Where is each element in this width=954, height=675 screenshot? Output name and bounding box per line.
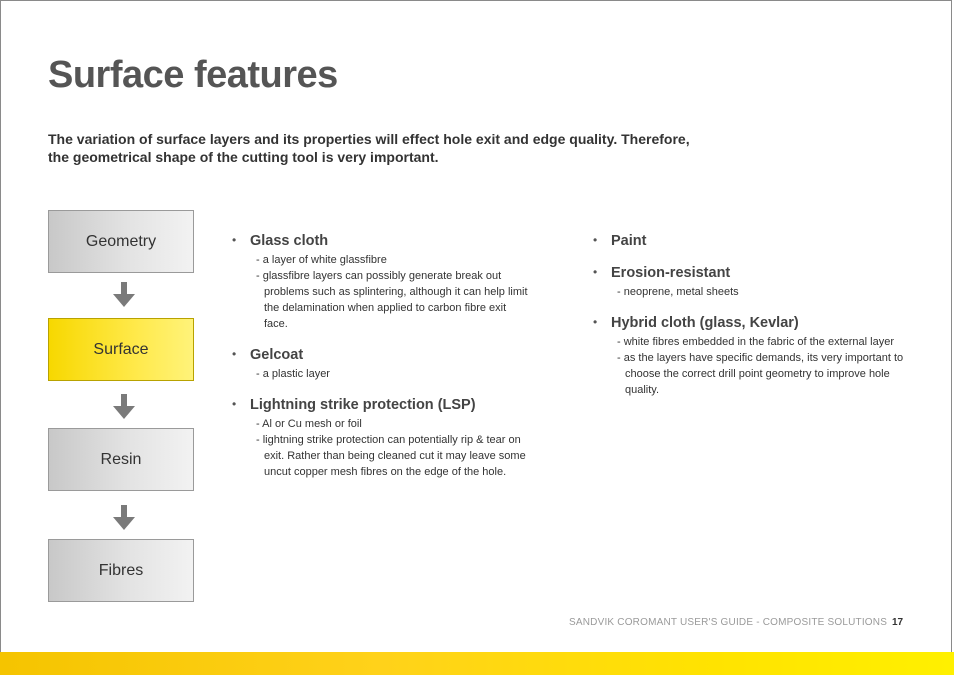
bullet-icon: • <box>232 397 237 411</box>
item-heading: Hybrid cloth (glass, Kevlar) <box>611 315 799 331</box>
flow-step-surface: Surface <box>48 318 194 381</box>
bullet-icon: • <box>232 233 237 247</box>
item-detail: - as the layers have specific demands, its very important to choose the correct drill point geometry to improve hole quality. <box>617 352 904 396</box>
page-title: Surface features <box>48 54 338 96</box>
item-detail: - lightning strike protection can potentially rip & tear on exit. Rather than being cleaned cut it may leave some uncut copper mesh fibres on the edge of the hole. <box>256 434 526 478</box>
footer-guide-title: SANDVIK COROMANT USER'S GUIDE - COMPOSITE SOLUTIONS <box>569 617 888 628</box>
list-item <box>593 314 913 398</box>
item-detail: - neoprene, metal sheets <box>617 286 739 298</box>
features-column-1 <box>232 232 532 494</box>
item-detail: - glassfibre layers can possibly generate break out problems such as splintering, although it can help limit the delamination when applied to carbon fibre exit face. <box>256 270 528 330</box>
item-detail: - a plastic layer <box>256 368 330 380</box>
bullet-icon: • <box>593 265 598 279</box>
features-column-2 <box>593 232 913 412</box>
list-item <box>593 232 913 250</box>
page-number: 17 <box>892 617 904 628</box>
flow-step-resin: Resin <box>48 428 194 491</box>
item-heading: Paint <box>611 233 647 249</box>
bullet-icon: • <box>593 233 598 247</box>
item-detail: - a layer of white glassfibre <box>256 254 387 266</box>
item-heading: Gelcoat <box>250 347 304 363</box>
list-item <box>232 232 532 332</box>
arrow-down-icon <box>112 505 136 531</box>
list-item <box>232 396 532 480</box>
footer-yellow-band <box>0 652 954 675</box>
intro-line-2: the geometrical shape of the cutting tool is very important. <box>48 149 439 165</box>
bullet-icon: • <box>232 347 237 361</box>
flow-step-geometry: Geometry <box>48 210 194 273</box>
arrow-down-icon <box>112 394 136 420</box>
flow-step-fibres: Fibres <box>48 539 194 602</box>
item-detail: - white fibres embedded in the fabric of the external layer <box>617 336 894 348</box>
arrow-down-icon <box>112 282 136 308</box>
list-item <box>232 346 532 382</box>
intro-line-1: The variation of surface layers and its properties will effect hole exit and edge quality. Therefore, <box>48 131 690 147</box>
intro-paragraph <box>48 130 728 166</box>
item-detail: - Al or Cu mesh or foil <box>256 418 362 430</box>
list-item <box>593 264 913 300</box>
item-heading: Glass cloth <box>250 233 329 249</box>
item-heading: Erosion-resistant <box>611 265 731 281</box>
item-heading: Lightning strike protection (LSP) <box>250 397 476 413</box>
bullet-icon: • <box>593 315 598 329</box>
